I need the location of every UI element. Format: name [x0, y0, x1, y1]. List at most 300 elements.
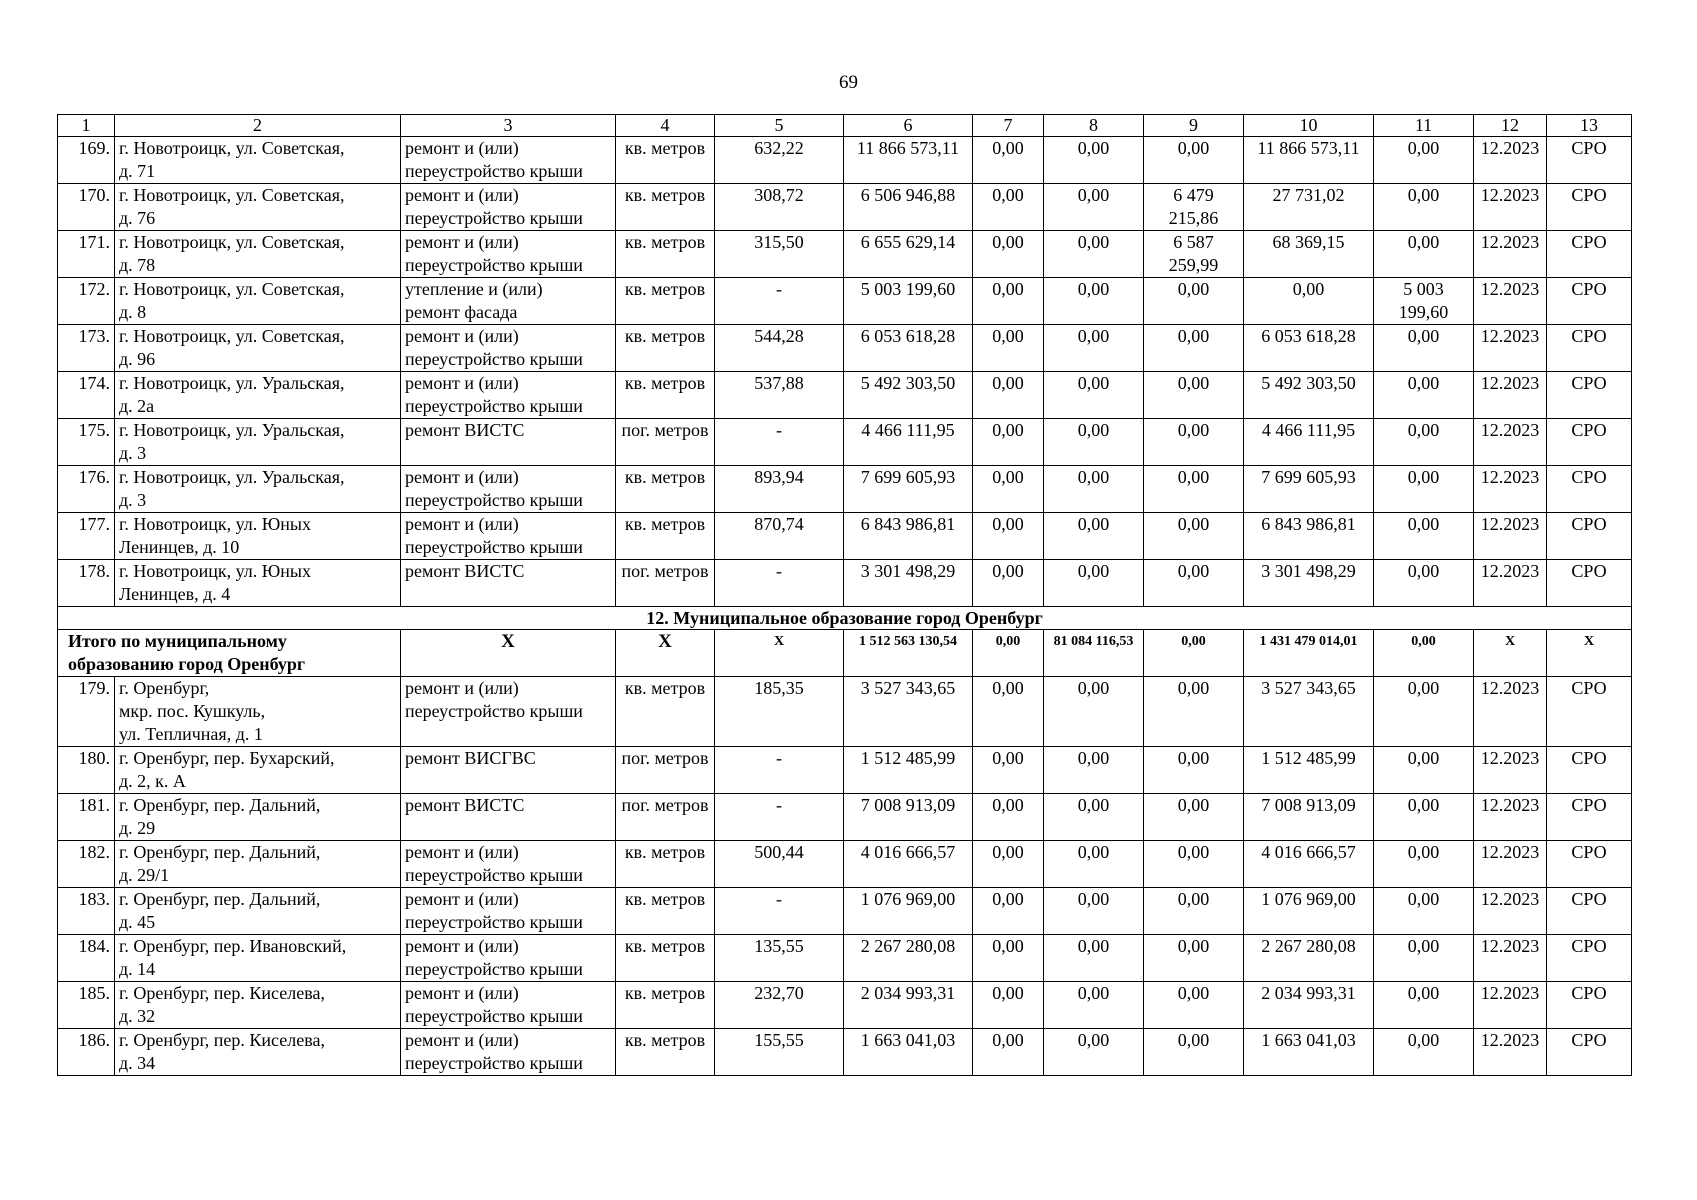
unit-cell: кв. метров	[616, 888, 715, 935]
col10-cell: 27 731,02	[1244, 184, 1374, 231]
total-label	[58, 630, 401, 677]
column-header: 12	[1474, 115, 1547, 137]
work-type-cell	[401, 137, 616, 184]
area-cell: 893,94	[715, 466, 844, 513]
table-row	[58, 372, 1632, 419]
organization-cell: СРО	[1547, 184, 1632, 231]
deadline-cell: 12.2023	[1474, 794, 1547, 841]
address-cell	[115, 137, 401, 184]
organization-cell: СРО	[1547, 137, 1632, 184]
column-header: 2	[115, 115, 401, 137]
work-type-line: ремонт ВИСТС	[405, 420, 525, 440]
unit-cell: пог. метров	[616, 419, 715, 466]
work-type-line: ремонт и (или)	[405, 936, 519, 956]
row-number: 171.	[58, 231, 115, 278]
address-line: д. 71	[119, 161, 156, 181]
col10-cell: 1 076 969,00	[1244, 888, 1374, 935]
col8-cell: 0,00	[1044, 982, 1144, 1029]
address-line: г. Новотроицк, ул. Уральская,	[119, 467, 345, 487]
unit-cell: кв. метров	[616, 1029, 715, 1076]
table-row	[58, 677, 1632, 747]
col11-cell: 0,00	[1374, 466, 1474, 513]
col10-cell: 0,00	[1244, 278, 1374, 325]
work-type-line: ремонт ВИСТС	[405, 795, 525, 815]
column-header: 1	[58, 115, 115, 137]
address-line: г. Оренбург, пер. Киселева,	[119, 983, 325, 1003]
unit-cell: кв. метров	[616, 184, 715, 231]
address-cell	[115, 677, 401, 747]
area-cell: 135,55	[715, 935, 844, 982]
organization-cell: СРО	[1547, 560, 1632, 607]
col11-cell: 0,00	[1374, 231, 1474, 278]
work-type-line: ремонт и (или)	[405, 185, 519, 205]
organization-cell: СРО	[1547, 231, 1632, 278]
work-type-line: утепление и (или)	[405, 279, 543, 299]
total-cost-cell: 3 527 343,65	[844, 677, 973, 747]
col8-cell: 0,00	[1044, 888, 1144, 935]
work-type-line: переустройство крыши	[405, 255, 583, 275]
deadline-cell: 12.2023	[1474, 231, 1547, 278]
column-header: 10	[1244, 115, 1374, 137]
address-line: д. 2а	[119, 396, 155, 416]
col10-cell: 5 492 303,50	[1244, 372, 1374, 419]
col11-cell: 0,00	[1374, 1029, 1474, 1076]
row-number: 169.	[58, 137, 115, 184]
row-number: 179.	[58, 677, 115, 747]
work-type-line: переустройство крыши	[405, 959, 583, 979]
deadline-cell: 12.2023	[1474, 677, 1547, 747]
col7-cell: 0,00	[973, 513, 1044, 560]
column-header: 5	[715, 115, 844, 137]
table-row	[58, 466, 1632, 513]
deadline-cell: 12.2023	[1474, 184, 1547, 231]
column-header: 6	[844, 115, 973, 137]
table-body-orenburg	[58, 677, 1632, 1076]
address-cell	[115, 372, 401, 419]
row-number: 186.	[58, 1029, 115, 1076]
address-line: г. Новотроицк, ул. Советская,	[119, 138, 345, 158]
work-type-cell	[401, 982, 616, 1029]
address-cell	[115, 1029, 401, 1076]
row-number: 182.	[58, 841, 115, 888]
work-type-line: переустройство крыши	[405, 349, 583, 369]
col7-cell: 0,00	[973, 1029, 1044, 1076]
col9-cell: 0,00	[1144, 278, 1244, 325]
col11-cell: 0,00	[1374, 419, 1474, 466]
col8-cell: 0,00	[1044, 278, 1144, 325]
address-line: г. Новотроицк, ул. Советская,	[119, 279, 345, 299]
column-header: 9	[1144, 115, 1244, 137]
column-header: 7	[973, 115, 1044, 137]
deadline-cell: 12.2023	[1474, 325, 1547, 372]
work-type-line: переустройство крыши	[405, 208, 583, 228]
address-line: д. 8	[119, 302, 147, 322]
address-line: д. 29	[119, 818, 156, 838]
organization-cell: СРО	[1547, 466, 1632, 513]
work-type-cell	[401, 372, 616, 419]
address-cell	[115, 841, 401, 888]
table-row	[58, 935, 1632, 982]
total-cell-8: 81 084 116,53	[1044, 630, 1144, 677]
col7-cell: 0,00	[973, 841, 1044, 888]
address-line: д. 14	[119, 959, 156, 979]
col11-cell: 0,00	[1374, 325, 1474, 372]
unit-cell: кв. метров	[616, 841, 715, 888]
col9-cell: 0,00	[1144, 747, 1244, 794]
address-line: г. Оренбург, пер. Киселева,	[119, 1030, 325, 1050]
work-type-line: переустройство крыши	[405, 490, 583, 510]
col8-cell: 0,00	[1044, 1029, 1144, 1076]
total-cost-cell: 6 053 618,28	[844, 325, 973, 372]
section-title: 12. Муниципальное образование город Оренбург	[58, 607, 1632, 630]
total-cost-cell: 11 866 573,11	[844, 137, 973, 184]
unit-cell: кв. метров	[616, 137, 715, 184]
total-cost-cell: 3 301 498,29	[844, 560, 973, 607]
table-row	[58, 231, 1632, 278]
deadline-cell: 12.2023	[1474, 747, 1547, 794]
work-type-line: переустройство крыши	[405, 161, 583, 181]
col7-cell: 0,00	[973, 325, 1044, 372]
col8-cell: 0,00	[1044, 419, 1144, 466]
column-header: 3	[401, 115, 616, 137]
col10-cell: 3 527 343,65	[1244, 677, 1374, 747]
page-number: 69	[839, 72, 858, 93]
table-row	[58, 419, 1632, 466]
total-cell-4: Х	[616, 630, 715, 677]
unit-cell: пог. метров	[616, 747, 715, 794]
total-cost-cell: 6 655 629,14	[844, 231, 973, 278]
work-type-line: переустройство крыши	[405, 1053, 583, 1073]
col11-cell: 0,00	[1374, 560, 1474, 607]
row-number: 172.	[58, 278, 115, 325]
row-number: 185.	[58, 982, 115, 1029]
unit-cell: кв. метров	[616, 982, 715, 1029]
col11-cell: 0,00	[1374, 982, 1474, 1029]
col10-cell: 1 663 041,03	[1244, 1029, 1374, 1076]
col9-cell: 0,00	[1144, 513, 1244, 560]
col8-cell: 0,00	[1044, 841, 1144, 888]
col7-cell: 0,00	[973, 935, 1044, 982]
total-cell-3: Х	[401, 630, 616, 677]
address-line: г. Новотроицк, ул. Уральская,	[119, 373, 345, 393]
col10-cell: 1 512 485,99	[1244, 747, 1374, 794]
table-row	[58, 982, 1632, 1029]
table-row	[58, 794, 1632, 841]
work-type-line: переустройство крыши	[405, 396, 583, 416]
column-header: 13	[1547, 115, 1632, 137]
total-cost-cell: 2 034 993,31	[844, 982, 973, 1029]
col9-cell: 0,00	[1144, 137, 1244, 184]
table-row	[58, 137, 1632, 184]
address-line: д. 3	[119, 443, 147, 463]
address-line: д. 45	[119, 912, 156, 932]
address-line: г. Оренбург, пер. Ивановский,	[119, 936, 347, 956]
area-cell: -	[715, 419, 844, 466]
row-number: 177.	[58, 513, 115, 560]
address-cell	[115, 466, 401, 513]
work-type-line: переустройство крыши	[405, 912, 583, 932]
work-type-line: ремонт и (или)	[405, 678, 519, 698]
address-cell	[115, 888, 401, 935]
address-line: д. 2, к. А	[119, 771, 186, 791]
area-cell: 185,35	[715, 677, 844, 747]
unit-cell: кв. метров	[616, 231, 715, 278]
col10-cell: 11 866 573,11	[1244, 137, 1374, 184]
table-row	[58, 278, 1632, 325]
table-row	[58, 513, 1632, 560]
work-type-cell	[401, 935, 616, 982]
address-cell	[115, 184, 401, 231]
col10-cell: 4 466 111,95	[1244, 419, 1374, 466]
address-line: г. Оренбург, пер. Дальний,	[119, 842, 321, 862]
work-type-line: ремонт и (или)	[405, 1030, 519, 1050]
col8-cell: 0,00	[1044, 747, 1144, 794]
unit-cell: кв. метров	[616, 677, 715, 747]
work-type-line: ремонт и (или)	[405, 232, 519, 252]
area-cell: 308,72	[715, 184, 844, 231]
total-cell-5: Х	[715, 630, 844, 677]
col9-cell: 0,00	[1144, 935, 1244, 982]
area-cell: 632,22	[715, 137, 844, 184]
col7-cell: 0,00	[973, 184, 1044, 231]
col10-cell: 6 843 986,81	[1244, 513, 1374, 560]
total-cost-cell: 6 506 946,88	[844, 184, 973, 231]
work-type-cell	[401, 747, 616, 794]
address-cell	[115, 325, 401, 372]
col10-cell: 7 008 913,09	[1244, 794, 1374, 841]
address-line: г. Новотроицк, ул. Юных	[119, 561, 312, 581]
work-type-cell	[401, 466, 616, 513]
col9-cell: 0,00	[1144, 888, 1244, 935]
deadline-cell: 12.2023	[1474, 888, 1547, 935]
address-line: мкр. пос. Кушкуль,	[119, 701, 266, 721]
row-number: 173.	[58, 325, 115, 372]
area-cell: -	[715, 278, 844, 325]
table-row	[58, 325, 1632, 372]
address-line: д. 78	[119, 255, 156, 275]
col11-cell: 0,00	[1374, 184, 1474, 231]
work-type-cell	[401, 841, 616, 888]
address-line: д. 34	[119, 1053, 156, 1073]
address-line: г. Новотроицк, ул. Уральская,	[119, 420, 345, 440]
col8-cell: 0,00	[1044, 794, 1144, 841]
deadline-cell: 12.2023	[1474, 137, 1547, 184]
total-cost-cell: 2 267 280,08	[844, 935, 973, 982]
organization-cell: СРО	[1547, 325, 1632, 372]
col10-cell: 68 369,15	[1244, 231, 1374, 278]
deadline-cell: 12.2023	[1474, 935, 1547, 982]
total-cost: 1 512 563 130,54	[844, 630, 973, 677]
unit-cell: кв. метров	[616, 325, 715, 372]
total-cost-cell: 4 016 666,57	[844, 841, 973, 888]
address-line: Ленинцев, д. 10	[119, 537, 240, 557]
total-cell-13: Х	[1547, 630, 1632, 677]
area-cell: -	[715, 747, 844, 794]
total-label-line: Итого по муниципальному	[68, 631, 287, 651]
unit-cell: кв. метров	[616, 466, 715, 513]
organization-cell: СРО	[1547, 677, 1632, 747]
col11-cell: 5 003 199,60	[1374, 278, 1474, 325]
col8-cell: 0,00	[1044, 466, 1144, 513]
total-cost-cell: 1 512 485,99	[844, 747, 973, 794]
total-cost-cell: 1 663 041,03	[844, 1029, 973, 1076]
col7-cell: 0,00	[973, 747, 1044, 794]
unit-cell: кв. метров	[616, 513, 715, 560]
row-number: 175.	[58, 419, 115, 466]
col7-cell: 0,00	[973, 231, 1044, 278]
organization-cell: СРО	[1547, 935, 1632, 982]
col7-cell: 0,00	[973, 137, 1044, 184]
work-type-line: ремонт и (или)	[405, 138, 519, 158]
row-number: 176.	[58, 466, 115, 513]
address-line: г. Новотроицк, ул. Советская,	[119, 232, 345, 252]
total-cost-cell: 1 076 969,00	[844, 888, 973, 935]
col9-cell: 0,00	[1144, 982, 1244, 1029]
col7-cell: 0,00	[973, 372, 1044, 419]
table-body-novotroitsk	[58, 137, 1632, 607]
total-cell-12: Х	[1474, 630, 1547, 677]
unit-cell: пог. метров	[616, 794, 715, 841]
work-type-cell	[401, 231, 616, 278]
area-cell: 155,55	[715, 1029, 844, 1076]
work-type-line: переустройство крыши	[405, 701, 583, 721]
total-cell-9: 0,00	[1144, 630, 1244, 677]
area-cell: 544,28	[715, 325, 844, 372]
address-line: д. 76	[119, 208, 156, 228]
col9-cell: 0,00	[1144, 325, 1244, 372]
col8-cell: 0,00	[1044, 325, 1144, 372]
address-cell	[115, 231, 401, 278]
col11-cell: 0,00	[1374, 935, 1474, 982]
table-row	[58, 560, 1632, 607]
col11-cell: 0,00	[1374, 747, 1474, 794]
col9-cell: 6 479 215,86	[1144, 184, 1244, 231]
capital-repair-table	[57, 114, 1632, 1076]
work-type-cell	[401, 419, 616, 466]
column-number-header	[58, 115, 1632, 137]
work-type-line: ремонт и (или)	[405, 842, 519, 862]
unit-cell: пог. метров	[616, 560, 715, 607]
area-cell: 537,88	[715, 372, 844, 419]
organization-cell: СРО	[1547, 794, 1632, 841]
work-type-line: ремонт фасада	[405, 302, 518, 322]
row-number: 170.	[58, 184, 115, 231]
address-line: г. Оренбург, пер. Дальний,	[119, 795, 321, 815]
col11-cell: 0,00	[1374, 372, 1474, 419]
work-type-line: переустройство крыши	[405, 1006, 583, 1026]
unit-cell: кв. метров	[616, 278, 715, 325]
col9-cell: 0,00	[1144, 419, 1244, 466]
area-cell: 500,44	[715, 841, 844, 888]
address-cell	[115, 419, 401, 466]
col8-cell: 0,00	[1044, 231, 1144, 278]
address-line: г. Оренбург, пер. Бухарский,	[119, 748, 335, 768]
work-type-line: ремонт ВИСГВС	[405, 748, 536, 768]
address-cell	[115, 982, 401, 1029]
work-type-line: ремонт и (или)	[405, 326, 519, 346]
col9-cell: 0,00	[1144, 677, 1244, 747]
col7-cell: 0,00	[973, 677, 1044, 747]
deadline-cell: 12.2023	[1474, 278, 1547, 325]
total-cost-cell: 5 492 303,50	[844, 372, 973, 419]
col7-cell: 0,00	[973, 794, 1044, 841]
unit-cell: кв. метров	[616, 935, 715, 982]
work-type-line: переустройство крыши	[405, 537, 583, 557]
work-type-cell	[401, 560, 616, 607]
address-line: д. 96	[119, 349, 156, 369]
col9-cell: 6 587 259,99	[1144, 231, 1244, 278]
total-cost-cell: 7 008 913,09	[844, 794, 973, 841]
work-type-cell	[401, 677, 616, 747]
col9-cell: 0,00	[1144, 466, 1244, 513]
table-row	[58, 888, 1632, 935]
col9-cell: 0,00	[1144, 1029, 1244, 1076]
column-header: 8	[1044, 115, 1144, 137]
work-type-line: ремонт и (или)	[405, 983, 519, 1003]
address-cell	[115, 560, 401, 607]
deadline-cell: 12.2023	[1474, 419, 1547, 466]
area-cell: 870,74	[715, 513, 844, 560]
organization-cell: СРО	[1547, 372, 1632, 419]
col9-cell: 0,00	[1144, 560, 1244, 607]
table-row	[58, 841, 1632, 888]
total-cell-11: 0,00	[1374, 630, 1474, 677]
col10-cell: 4 016 666,57	[1244, 841, 1374, 888]
deadline-cell: 12.2023	[1474, 1029, 1547, 1076]
address-cell	[115, 794, 401, 841]
deadline-cell: 12.2023	[1474, 513, 1547, 560]
col7-cell: 0,00	[973, 888, 1044, 935]
col10-cell: 2 267 280,08	[1244, 935, 1374, 982]
address-line: г. Оренбург,	[119, 678, 210, 698]
row-number: 184.	[58, 935, 115, 982]
organization-cell: СРО	[1547, 419, 1632, 466]
col8-cell: 0,00	[1044, 560, 1144, 607]
organization-cell: СРО	[1547, 513, 1632, 560]
row-number: 174.	[58, 372, 115, 419]
area-cell: -	[715, 560, 844, 607]
table-row	[58, 747, 1632, 794]
total-label-line: образованию город Оренбург	[68, 654, 306, 674]
col10-cell: 2 034 993,31	[1244, 982, 1374, 1029]
total-cost-cell: 6 843 986,81	[844, 513, 973, 560]
total-cost-cell: 4 466 111,95	[844, 419, 973, 466]
col10-cell: 6 053 618,28	[1244, 325, 1374, 372]
address-line: г. Новотроицк, ул. Юных	[119, 514, 312, 534]
work-type-cell	[401, 184, 616, 231]
work-type-cell	[401, 1029, 616, 1076]
total-cell-7: 0,00	[973, 630, 1044, 677]
area-cell: 232,70	[715, 982, 844, 1029]
col8-cell: 0,00	[1044, 513, 1144, 560]
table-row	[58, 184, 1632, 231]
deadline-cell: 12.2023	[1474, 982, 1547, 1029]
col10-cell: 7 699 605,93	[1244, 466, 1374, 513]
address-cell	[115, 278, 401, 325]
area-cell: -	[715, 794, 844, 841]
area-cell: 315,50	[715, 231, 844, 278]
total-cost-cell: 7 699 605,93	[844, 466, 973, 513]
work-type-cell	[401, 278, 616, 325]
col7-cell: 0,00	[973, 278, 1044, 325]
header-row	[58, 115, 1632, 137]
work-type-line: ремонт ВИСТС	[405, 561, 525, 581]
column-header: 11	[1374, 115, 1474, 137]
organization-cell: СРО	[1547, 982, 1632, 1029]
deadline-cell: 12.2023	[1474, 466, 1547, 513]
address-line: г. Оренбург, пер. Дальний,	[119, 889, 321, 909]
address-line: д. 29/1	[119, 865, 170, 885]
